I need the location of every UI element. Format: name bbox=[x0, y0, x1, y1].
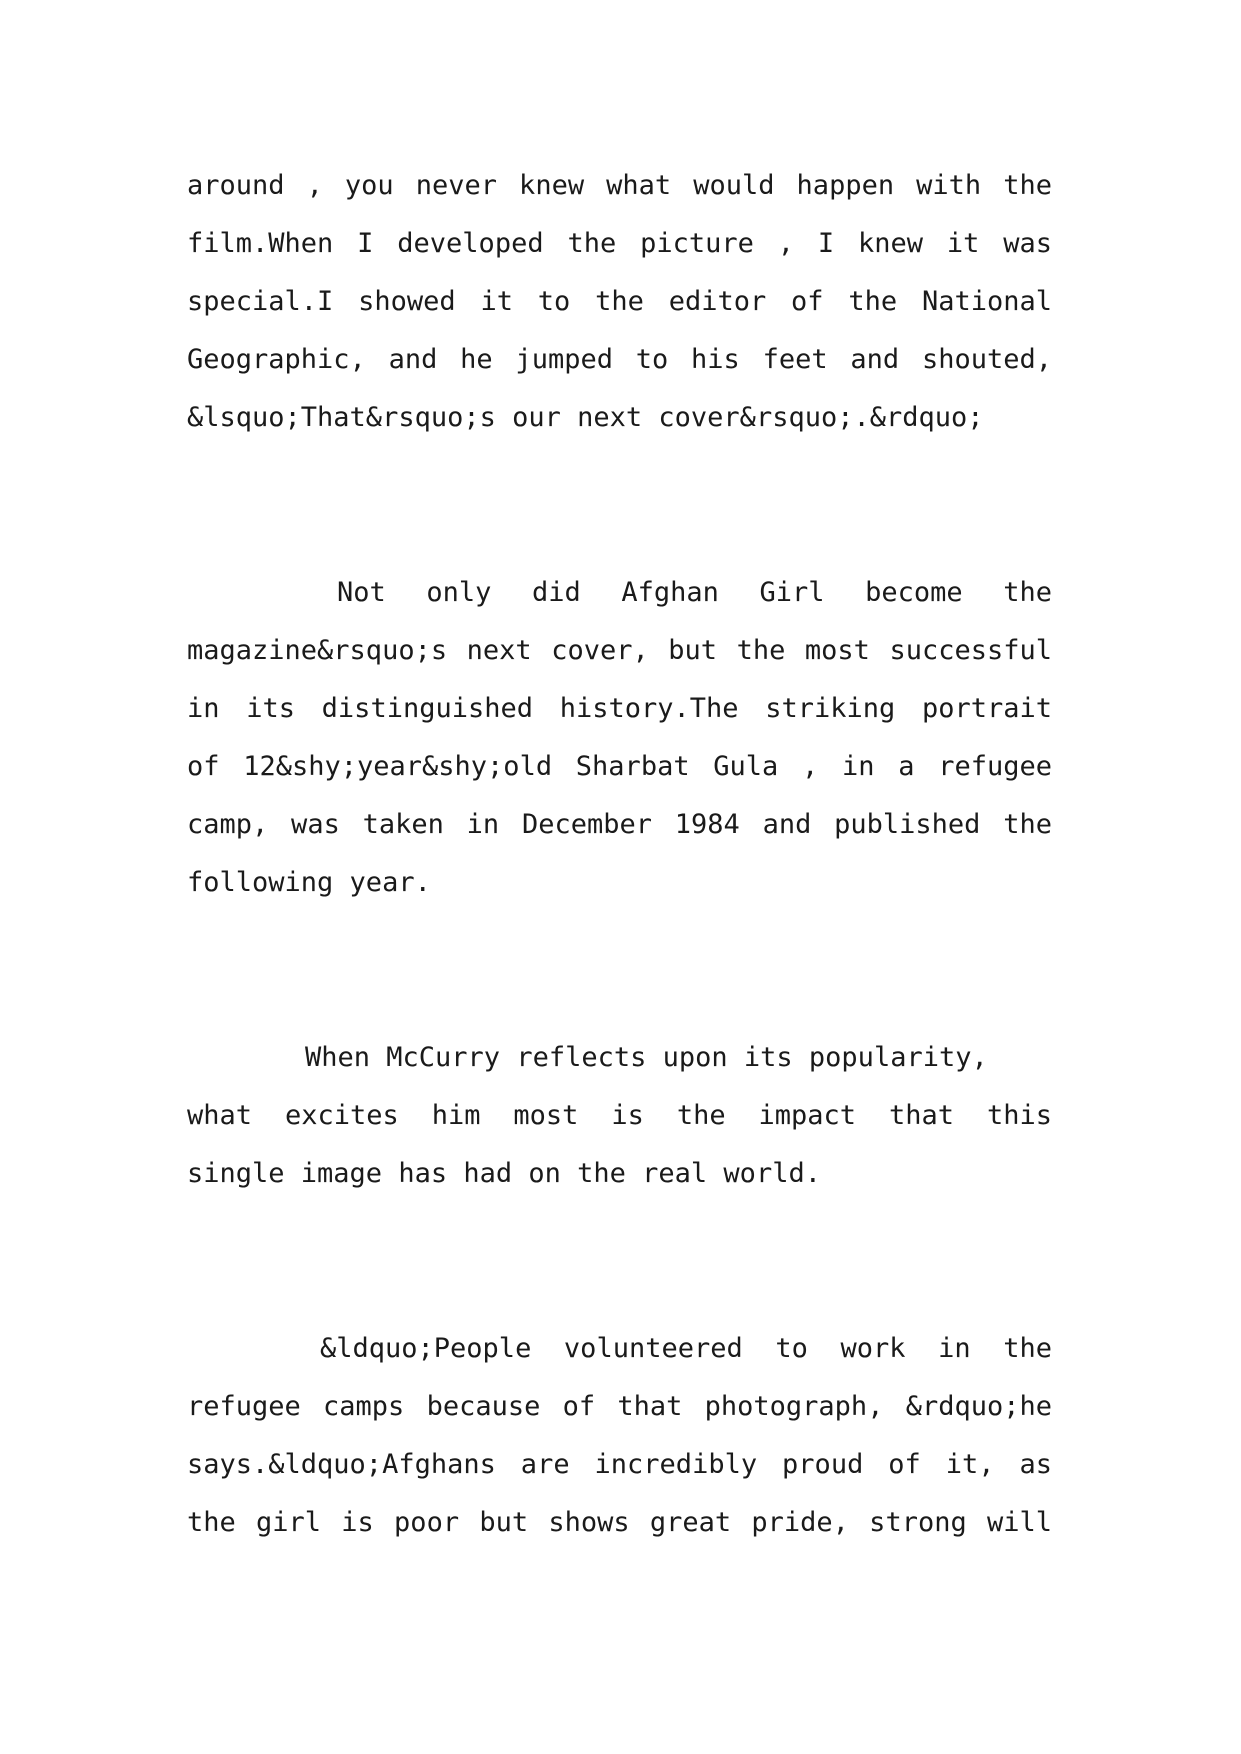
paragraph-3-line-1: When McCurry reflects upon its popularity, bbox=[305, 1042, 988, 1073]
paragraph-3-line-3: single image has had on the real world. bbox=[187, 1158, 821, 1189]
paragraph-3-line-2: what excites him most is the impact that this bbox=[187, 1100, 1052, 1131]
paragraph-1-line-1: around , you never knew what would happen with the bbox=[187, 170, 1052, 201]
paragraph-2-line-6: following year. bbox=[187, 867, 431, 898]
paragraph-1-line-4: Geographic, and he jumped to his feet and shouted, bbox=[187, 344, 1052, 375]
paragraph-1-line-2: film.When I developed the picture , I knew it was bbox=[187, 228, 1052, 259]
paragraph-2-line-1: Not only did Afghan Girl become the bbox=[337, 577, 1052, 608]
paragraph-4-line-1: &ldquo;People volunteered to work in the bbox=[320, 1333, 1052, 1364]
paragraph-4-line-2: refugee camps because of that photograph, &rdquo;he bbox=[187, 1391, 1052, 1422]
paragraph-1-line-5: &lsquo;That&rsquo;s our next cover&rsquo;.&rdquo; bbox=[187, 402, 984, 433]
paragraph-1-line-3: special.I showed it to the editor of the National bbox=[187, 286, 1052, 317]
paragraph-4-line-3: says.&ldquo;Afghans are incredibly proud of it, as bbox=[187, 1449, 1052, 1480]
paragraph-2-line-4: of 12&shy;year&shy;old Sharbat Gula , in a refugee bbox=[187, 751, 1052, 782]
paragraph-4-line-4: the girl is poor but shows great pride, strong will bbox=[187, 1507, 1052, 1538]
paragraph-2-line-5: camp, was taken in December 1984 and published the bbox=[187, 809, 1052, 840]
paragraph-2-line-3: in its distinguished history.The striking portrait bbox=[187, 693, 1052, 724]
paragraph-2-line-2: magazine&rsquo;s next cover, but the most successful bbox=[187, 635, 1052, 666]
